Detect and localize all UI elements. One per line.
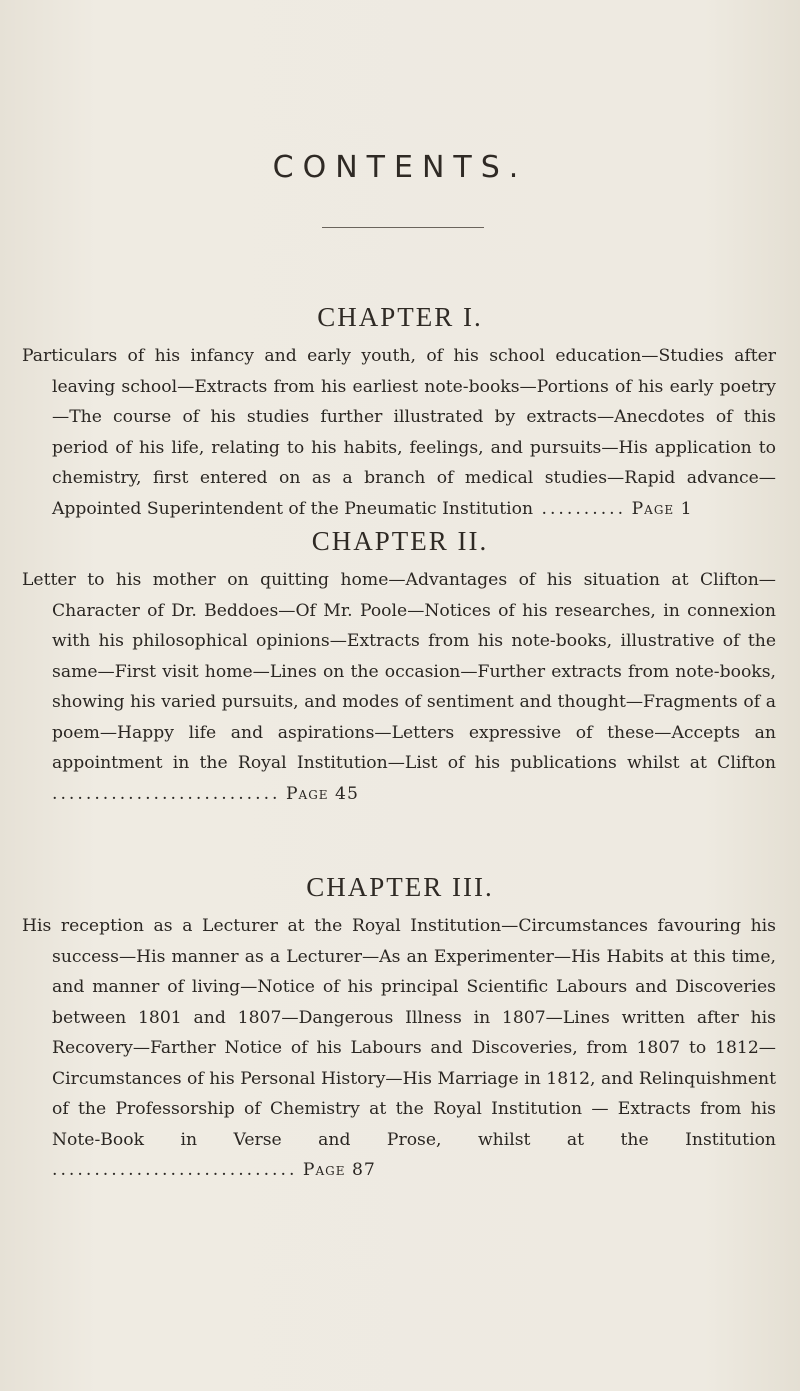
chapter-2-leader-dots: ........................... [52,783,281,804]
chapter-3-summary [0,911,800,1186]
chapter-2-summary [0,565,800,809]
chapter-3-text: His reception as a Lecturer at the Royal Institution—Circumstances favouring his success—His manner as a Lecturer—As an Experimenter—His Habits at this time, and manner of living—Notice of his principal Scientific Labours and Discoveries between 1801 and 1807—Dangerous Illness in 1807—Lines written after his Recovery—Farther Notice of his Labours and Discoveries, from 1807 to 1812—Circumstances of his Personal History—His Marriage in 1812, and Relinquishment of the Professorship of Chemistry at the Royal Institution — Extracts from his Note-Book in Verse and Prose, whilst at the Institution [22,916,776,1150]
chapter-1-summary [0,341,800,524]
chapter-1 [0,302,800,524]
chapter-1-heading: CHAPTER I. [317,302,483,332]
chapter-1-page-ref: Page 1 [631,498,693,519]
title-rule [322,227,484,228]
chapter-2-text: Letter to his mother on quitting home—Advantages of his situation at Clifton—Character of Dr. Beddoes—Of Mr. Poole—Notices of his researches, in connexion with his philosophical opinions—Extracts from his note-books, illustrative of the same—First visit home—Lines on the occasion—Further extracts from note-books, showing his varied pursuits, and modes of sentiment and thought—Fragments of a poem—Happy life and aspirations—Letters expressive of these—Accepts an appointment in the Royal Institution—List of his publications whilst at Clifton [22,570,776,773]
chapter-2 [0,526,800,809]
chapter-3-page-ref: Page 87 [302,1160,376,1180]
chapter-3 [0,872,800,1186]
chapter-3-heading: CHAPTER III. [306,872,494,902]
page-title: CONTENTS. [272,150,528,185]
chapter-1-text: Particulars of his infancy and early youth, of his school education—Studies after leaving school—Extracts from his earliest note-books—Portions of his early poetry—The course of his studies further illustrated by extracts—Anecdotes of this period of his life, relating to his habits, feelings, and pursuits—His application to chemistry, first entered on as a branch of medical studies—Rapid advance—Appointed Superintendent of the Pneumatic Institution [22,346,776,519]
chapter-3-leader-dots: ............................. [52,1160,298,1180]
chapter-1-leader-dots: .......... [533,498,627,519]
chapter-2-heading: CHAPTER II. [311,526,489,556]
chapter-2-page-ref: Page 45 [285,783,359,804]
